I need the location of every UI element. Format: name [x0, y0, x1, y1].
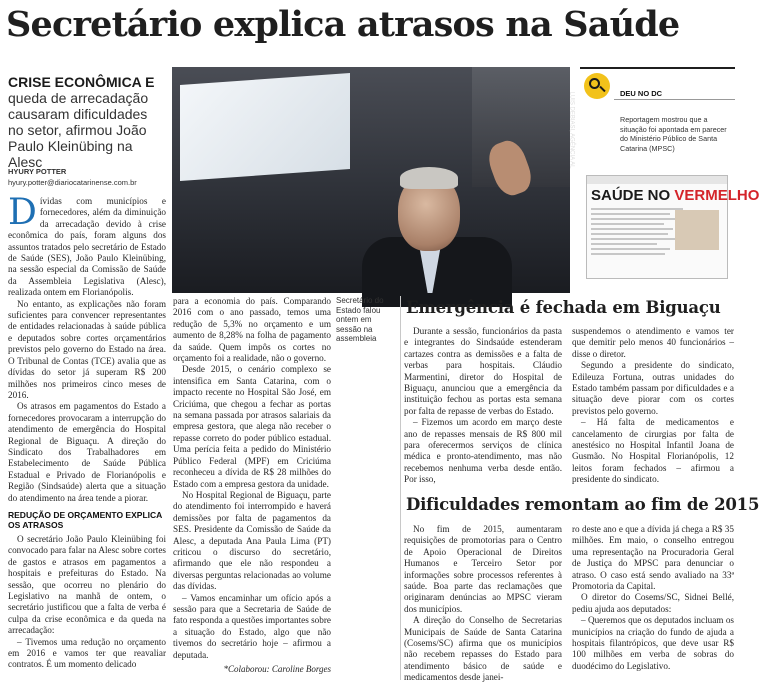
section2-left-column: [404, 524, 562, 684]
sidebar-text: Reportagem mostrou que a situação foi apontada em parecer do Ministério Público de Santa Catarina (MPSC): [620, 115, 727, 153]
article-paragraph: A direção do Conselho de Secretarias Municipais de Saúde de Santa Catarina (Cosems/SC) afirma que os municípios não recebem repasses do Estado para atendimento básico de saúde e medicamentos desde janei-: [404, 615, 562, 683]
sidebar-title: DEU NO DC: [620, 89, 663, 98]
article-paragraph: Durante a sessão, funcionários da pasta e integrantes do Sindsaúde estenderam cartazes contra as demissões e a falta de verbas para hospitais. Cláudio Marmentini, diretor do Hospital de Biguaçu, anunciou que a emergência da instituição fechou as portas esta semana por falta de repasse de verbas do Estado.: [404, 326, 562, 416]
magnifier-icon: [584, 73, 610, 99]
article-column-2: [173, 296, 331, 675]
photo-caption: Secretário do Estado falou ontem em sessão na assembleia: [336, 296, 384, 344]
dropcap: D: [8, 192, 37, 233]
sidebar-box: [580, 67, 759, 277]
newspaper-thumbnail: [586, 175, 759, 279]
article-paragraph: – Queremos que os deputados incluam os municípios na criação do fundo de ajuda a hospitais filantrópicos, que deve usar R$ 100 milhões em verba de sobras do duodécimo do Legislativo.: [572, 615, 734, 671]
byline-name: HYURY POTTER: [8, 167, 67, 176]
article-paragraph: – Fizemos um acordo em março deste ano de repasses mensais de R$ 800 mil para oferecermos serviços de clínica médica e pronto-atendimento, mas não recebemos nenhuma verba desde então. Por isso,: [404, 417, 562, 485]
photo-credit: LUIS DEBIASI, AGÊNCIA AL: [568, 91, 575, 169]
section2-right-column: [572, 524, 734, 672]
section1-left-column: [404, 326, 562, 486]
photo-screen: [180, 73, 350, 181]
article-paragraph: suspendemos o atendimento e vamos ter que demitir pelo menos 40 funcionários – disse o diretor.: [572, 326, 734, 359]
article-paragraph: Os atrasos em pagamentos do Estado a fornecedores provocaram a interrupção do atendimento de emergência do Hospital Regional de Biguaçu. A direção do Sindicato dos Trabalhadores em Estabelecimento de Saúde Pública Estadual e Privado de Florianópolis e Região (Sindsaúde) alerta que a situação do atendimento na área tende a piorar.: [8, 401, 166, 503]
thumb-title-word1: SAÚDE NO: [591, 187, 671, 204]
article-paragraph: – Há falta de medicamentos e cancelamento de cirurgias por falta de anestésico no Hospital Infantil Joana de Gusmão. No Hospital Florianópolis, 12 leitos foram fechados – afirmou a presidente do sindicato.: [572, 417, 734, 485]
article-paragraph: O secretário João Paulo Kleinübing foi convocado para falar na Alesc sobre cortes de gastos e atrasos em pagamentos a hospitais e prefeituras do Estado. Na sessão, que ocorreu no plenário do Legislativo na manhã de ontem, o secretário justificou que a falta de verba é culpa da crise econômica e da queda na arrecadação:: [8, 533, 166, 636]
speaker-photo: [172, 67, 575, 293]
article-paragraph: – Vamos encaminhar um ofício após a sessão para que a Secretaria de Saúde de fato responda a questões importantes sobre a situação do Estado, algo que não tivemos do secretário hoje – afirmou a deputada.: [173, 592, 331, 660]
article-paragraph: Desde 2015, o cenário complexo se intensifica em Santa Catarina, com o impacto recente no Hospital São José, em Criciúma, que chegou a fechar as portas na semana passada por atrasos salariais da empresa gestora, que alega não receber o repasse correto do poder público estadual. Uma perícia feita a pedido do Ministério Público Federal (MPF) em Criciúma reconheceu a dívida de R$ 28 milhões do Estado com a empresa gestora da unidade.: [173, 364, 331, 489]
section1-right-column: [572, 326, 734, 486]
article-paragraph: ro deste ano e que a dívida já chega a R$ 35 milhões. Em maio, o conselho entregou uma representação na Procuradoria Geral de Justiça do MPSC para denunciar o atraso. O caso está sendo avaliado na 33ª Promotoria da Capital.: [572, 524, 734, 592]
article-paragraph: Dívidas com municípios e fornecedores, além da diminuição da arrecadação devido à crise econômica do país, foram alguns dos assuntos tratados pelo secretário de Estado de Saúde (SES), João Paulo Kleinübing, na sessão especial da Comissão de Saúde da Assembleia Legislativa (Alesc), realizada ontem em Florianópolis.: [8, 192, 166, 298]
thumb-title-word2: VERMELHO: [674, 187, 759, 204]
deck-kicker: CRISE ECONÔMICA E: [8, 74, 155, 90]
signature: *Colaborou: Caroline Borges: [223, 664, 331, 674]
article-paragraph: No fim de 2015, aumentaram requisições de promotorias para o Centro de Apoio Operacional de Direitos Humanos e Terceiro Setor por informações sobre processos referentes à saúde. Boa parte das reclamações que originaram denúncias ao MPSC vieram dos municípios.: [404, 524, 562, 614]
article-paragraph: para a economia do país. Comparando 2016 com o ano passado, temos uma redução de 5,3% no orçamento e um aumento de 8,28% na folha de pagamento da saúde. Quem impôs os cortes no orçamento foi a realidade, não o governo.: [173, 296, 331, 364]
article-column-1: [8, 192, 166, 671]
article-paragraph: – Tivemos uma redução no orçamento em 2016 e vamos ter que reavaliar contratos. É um momento delicado: [8, 636, 166, 670]
headline: Secretário explica atrasos na Saúde: [6, 4, 680, 45]
deck: [8, 74, 163, 170]
article-paragraph: O diretor do Cosems/SC, Sidnei Bellé, pediu ajuda aos deputados:: [572, 592, 734, 614]
article-paragraph: No entanto, as explicações não foram suficientes para convencer representantes de entidades relacionadas à saúde pública e deputados sobre cortes orçamentários previstos pelo governo do Estado na área. O Tribunal de Contas (TCE) avalia que as dívidas do setor já superam R$ 200 milhões nos primeiros cinco meses de 2016.: [8, 298, 166, 400]
deck-text: queda de arrecadação causaram dificuldades no setor, afirmou João Paulo Kleinübing na Alesc: [8, 90, 149, 170]
section-title-emergency: Emergência é fechada em Biguaçu: [406, 298, 721, 317]
byline: [8, 166, 137, 188]
section-title-difficulties: Dificuldades remontam ao fim de 2015: [406, 495, 759, 514]
article-paragraph: Segundo a presidente do sindicato, Edileuza Fortuna, outras unidades do Estado também passam por dificuldades e a situação deve piorar com os cortes previstos pelo governo.: [572, 360, 734, 416]
article-paragraph: No Hospital Regional de Biguaçu, parte do atendimento foi interrompido e haverá demissões por falta de pagamentos da SES. Presidente da Comissão de Saúde da Alesc, a deputada Ana Paula Lima (PT) criticou o discurso do secretário, afirmando que ele não respondeu a diversas perguntas relacionadas ao volume das dívidas.: [173, 489, 331, 592]
byline-email[interactable]: hyury.potter@diariocatarinense.com.br: [8, 178, 137, 187]
thumb-photo: [675, 210, 719, 250]
subheading: REDUÇÃO DE ORÇAMENTO EXPLICA OS ATRASOS: [8, 509, 162, 530]
